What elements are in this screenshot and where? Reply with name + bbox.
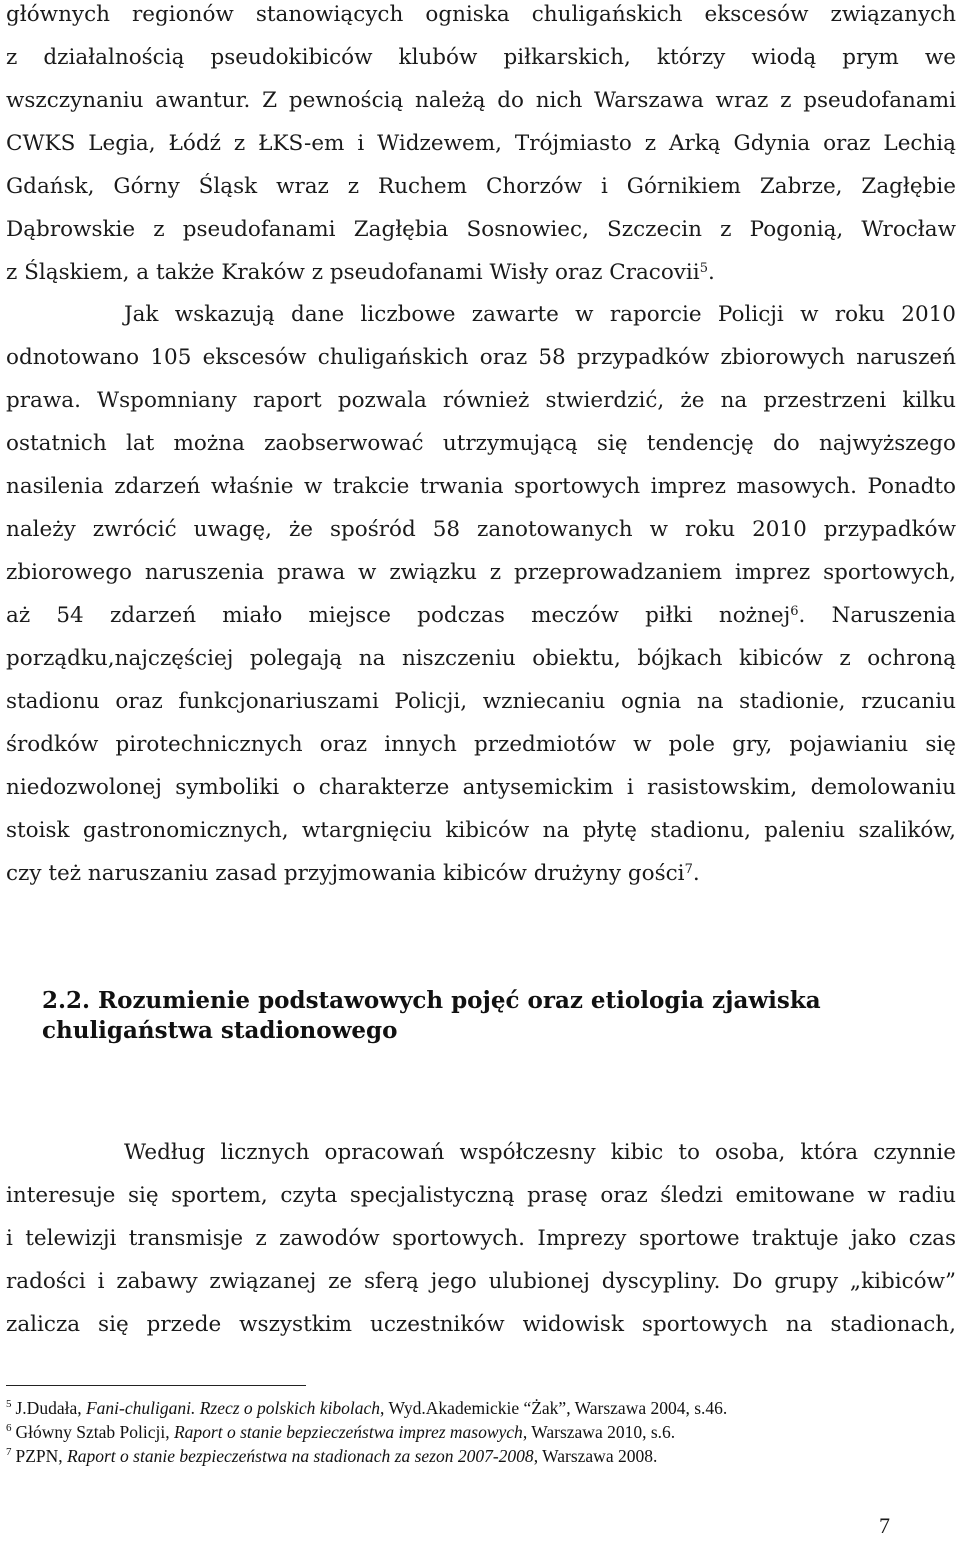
footnote-7 bbox=[6, 1444, 727, 1468]
text-line: z Śląskiem, a także Kraków z pseudofanami Wisły oraz Cracovii$^5$. bbox=[6, 260, 715, 285]
text-line: interesuje się sportem, czyta specjalistyczną prasę oraz śledzi emitowane w radiu bbox=[6, 1183, 956, 1208]
text-line: głównych regionów stanowiących ogniska chuligańskich ekscesów związanych bbox=[6, 2, 956, 27]
text-line: Gdańsk, Górny Śląsk wraz z Ruchem Chorzów i Górnikiem Zabrze, Zagłębie bbox=[6, 174, 956, 199]
section-heading bbox=[42, 986, 821, 1046]
text-line-content: . Naruszenia bbox=[798, 603, 956, 628]
text-line: porządku,najczęściej polegają na niszczeniu obiektu, bójkach kibiców z ochroną bbox=[6, 646, 956, 671]
text-line: niedozwolonej symboliki o charakterze antysemickim i rasistowskim, demolowaniu bbox=[6, 775, 956, 800]
footnote-text: , Warszawa 2010, s.6. bbox=[522, 1422, 676, 1442]
text-line: i telewizji transmisje z zawodów sportowych. Imprezy sportowe traktuje jako czas bbox=[6, 1226, 956, 1251]
text-line-content: z Śląskiem, a także Kraków z pseudofanami Wisły oraz Cracovii bbox=[6, 260, 700, 285]
footnote-text: Główny Sztab Policji, bbox=[15, 1422, 174, 1442]
text-line: z działalnością pseudokibiców klubów piłkarskich, którzy wiodą prym we bbox=[6, 45, 956, 70]
paragraph-3 bbox=[6, 1131, 956, 1346]
text-line: Według licznych opracowań współczesny kibic to osoba, która czynnie bbox=[124, 1140, 956, 1165]
text-line: odnotowano 105 ekscesów chuligańskich oraz 58 przypadków zbiorowych naruszeń bbox=[6, 345, 956, 370]
footnote-text: , Wyd.Akademickie “Żak”, Warszawa 2004, s.46. bbox=[380, 1398, 728, 1418]
footnotes bbox=[6, 1396, 727, 1468]
text-line: stadionu oraz funkcjonariuszami Policji, wzniecaniu ognia na stadionie, rzucaniu bbox=[6, 689, 956, 714]
text-line: środków pirotechnicznych oraz innych przedmiotów w pole gry, pojawianiu się bbox=[6, 732, 956, 757]
footnote-5 bbox=[6, 1396, 727, 1420]
text-line: należy zwrócić uwagę, że spośród 58 zanotowanych w roku 2010 przypadków bbox=[6, 517, 956, 542]
paragraph-2 bbox=[6, 293, 956, 895]
text-line bbox=[6, 852, 956, 895]
text-line: radości i zabawy związanej ze sferą jego ulubionej dyscypliny. Do grupy „kibiców” bbox=[6, 1269, 956, 1294]
text-line: nasilenia zdarzeń właśnie w trakcie trwania sportowych imprez masowych. Ponadto bbox=[6, 474, 956, 499]
text-line: ostatnich lat można zaobserwować utrzymującą się tendencję do najwyższego bbox=[6, 431, 956, 456]
text-line: prawa. Wspomniany raport pozwala również stwierdzić, że na przestrzeni kilku bbox=[6, 388, 956, 413]
footnote-title: Raport o stanie bezpieczeństwa na stadionach za sezon 2007-2008 bbox=[67, 1446, 534, 1466]
footnote-ref-6[interactable]: 6 bbox=[790, 604, 799, 619]
text-line: Jak wskazują dane liczbowe zawarte w raporcie Policji w roku 2010 bbox=[124, 302, 956, 327]
footnote-ref-5[interactable]: 5 bbox=[699, 261, 708, 276]
text-line: CWKS Legia, Łódź z ŁKS-em i Widzewem, Trójmiasto z Arką Gdynia oraz Lechią bbox=[6, 131, 956, 156]
paragraph-1 bbox=[6, 0, 956, 294]
footnote-number: 7 bbox=[6, 1446, 12, 1458]
text-line: stoisk gastronomicznych, wtargnięciu kibiców na płytę stadionu, paleniu szalików, bbox=[6, 818, 956, 843]
text-line bbox=[6, 594, 956, 637]
footnote-separator bbox=[6, 1385, 306, 1386]
footnote-number: 5 bbox=[6, 1398, 12, 1410]
footnote-number: 6 bbox=[6, 1422, 12, 1434]
footnote-6 bbox=[6, 1420, 727, 1444]
page-number: 7 bbox=[879, 1513, 890, 1538]
text-line-content: aż 54 zdarzeń miało miejsce podczas meczów piłki nożnej bbox=[6, 603, 791, 628]
text-line: zbiorowego naruszenia prawa w związku z przeprowadzaniem imprez sportowych, bbox=[6, 560, 956, 585]
heading-line: chuligaństwa stadionowego bbox=[42, 1017, 398, 1044]
footnote-text: , Warszawa 2008. bbox=[533, 1446, 658, 1466]
text-line: zalicza się przede wszystkim uczestników widowisk sportowych na stadionach, bbox=[6, 1312, 956, 1337]
footnote-title: Fani-chuligani. Rzecz o polskich kibolach bbox=[85, 1398, 381, 1418]
footnote-text: PZPN, bbox=[15, 1446, 68, 1466]
text-line-content: . bbox=[692, 861, 700, 886]
text-line-content: czy też naruszaniu zasad przyjmowania kibiców drużyny gości bbox=[6, 861, 685, 886]
footnote-title: Raport o stanie bepzieczeństwa imprez masowych bbox=[173, 1422, 523, 1442]
text-line: wszczynaniu awantur. Z pewnością należą do nich Warszawa wraz z pseudofanami bbox=[6, 88, 956, 113]
text-line: Dąbrowskie z pseudofanami Zagłębia Sosnowiec, Szczecin z Pogonią, Wrocław bbox=[6, 217, 956, 242]
footnote-ref-7[interactable]: 7 bbox=[684, 862, 693, 877]
heading-line: 2.2. Rozumienie podstawowych pojęć oraz etiologia zjawiska bbox=[42, 987, 821, 1014]
footnote-text: J.Dudała, bbox=[15, 1398, 86, 1418]
